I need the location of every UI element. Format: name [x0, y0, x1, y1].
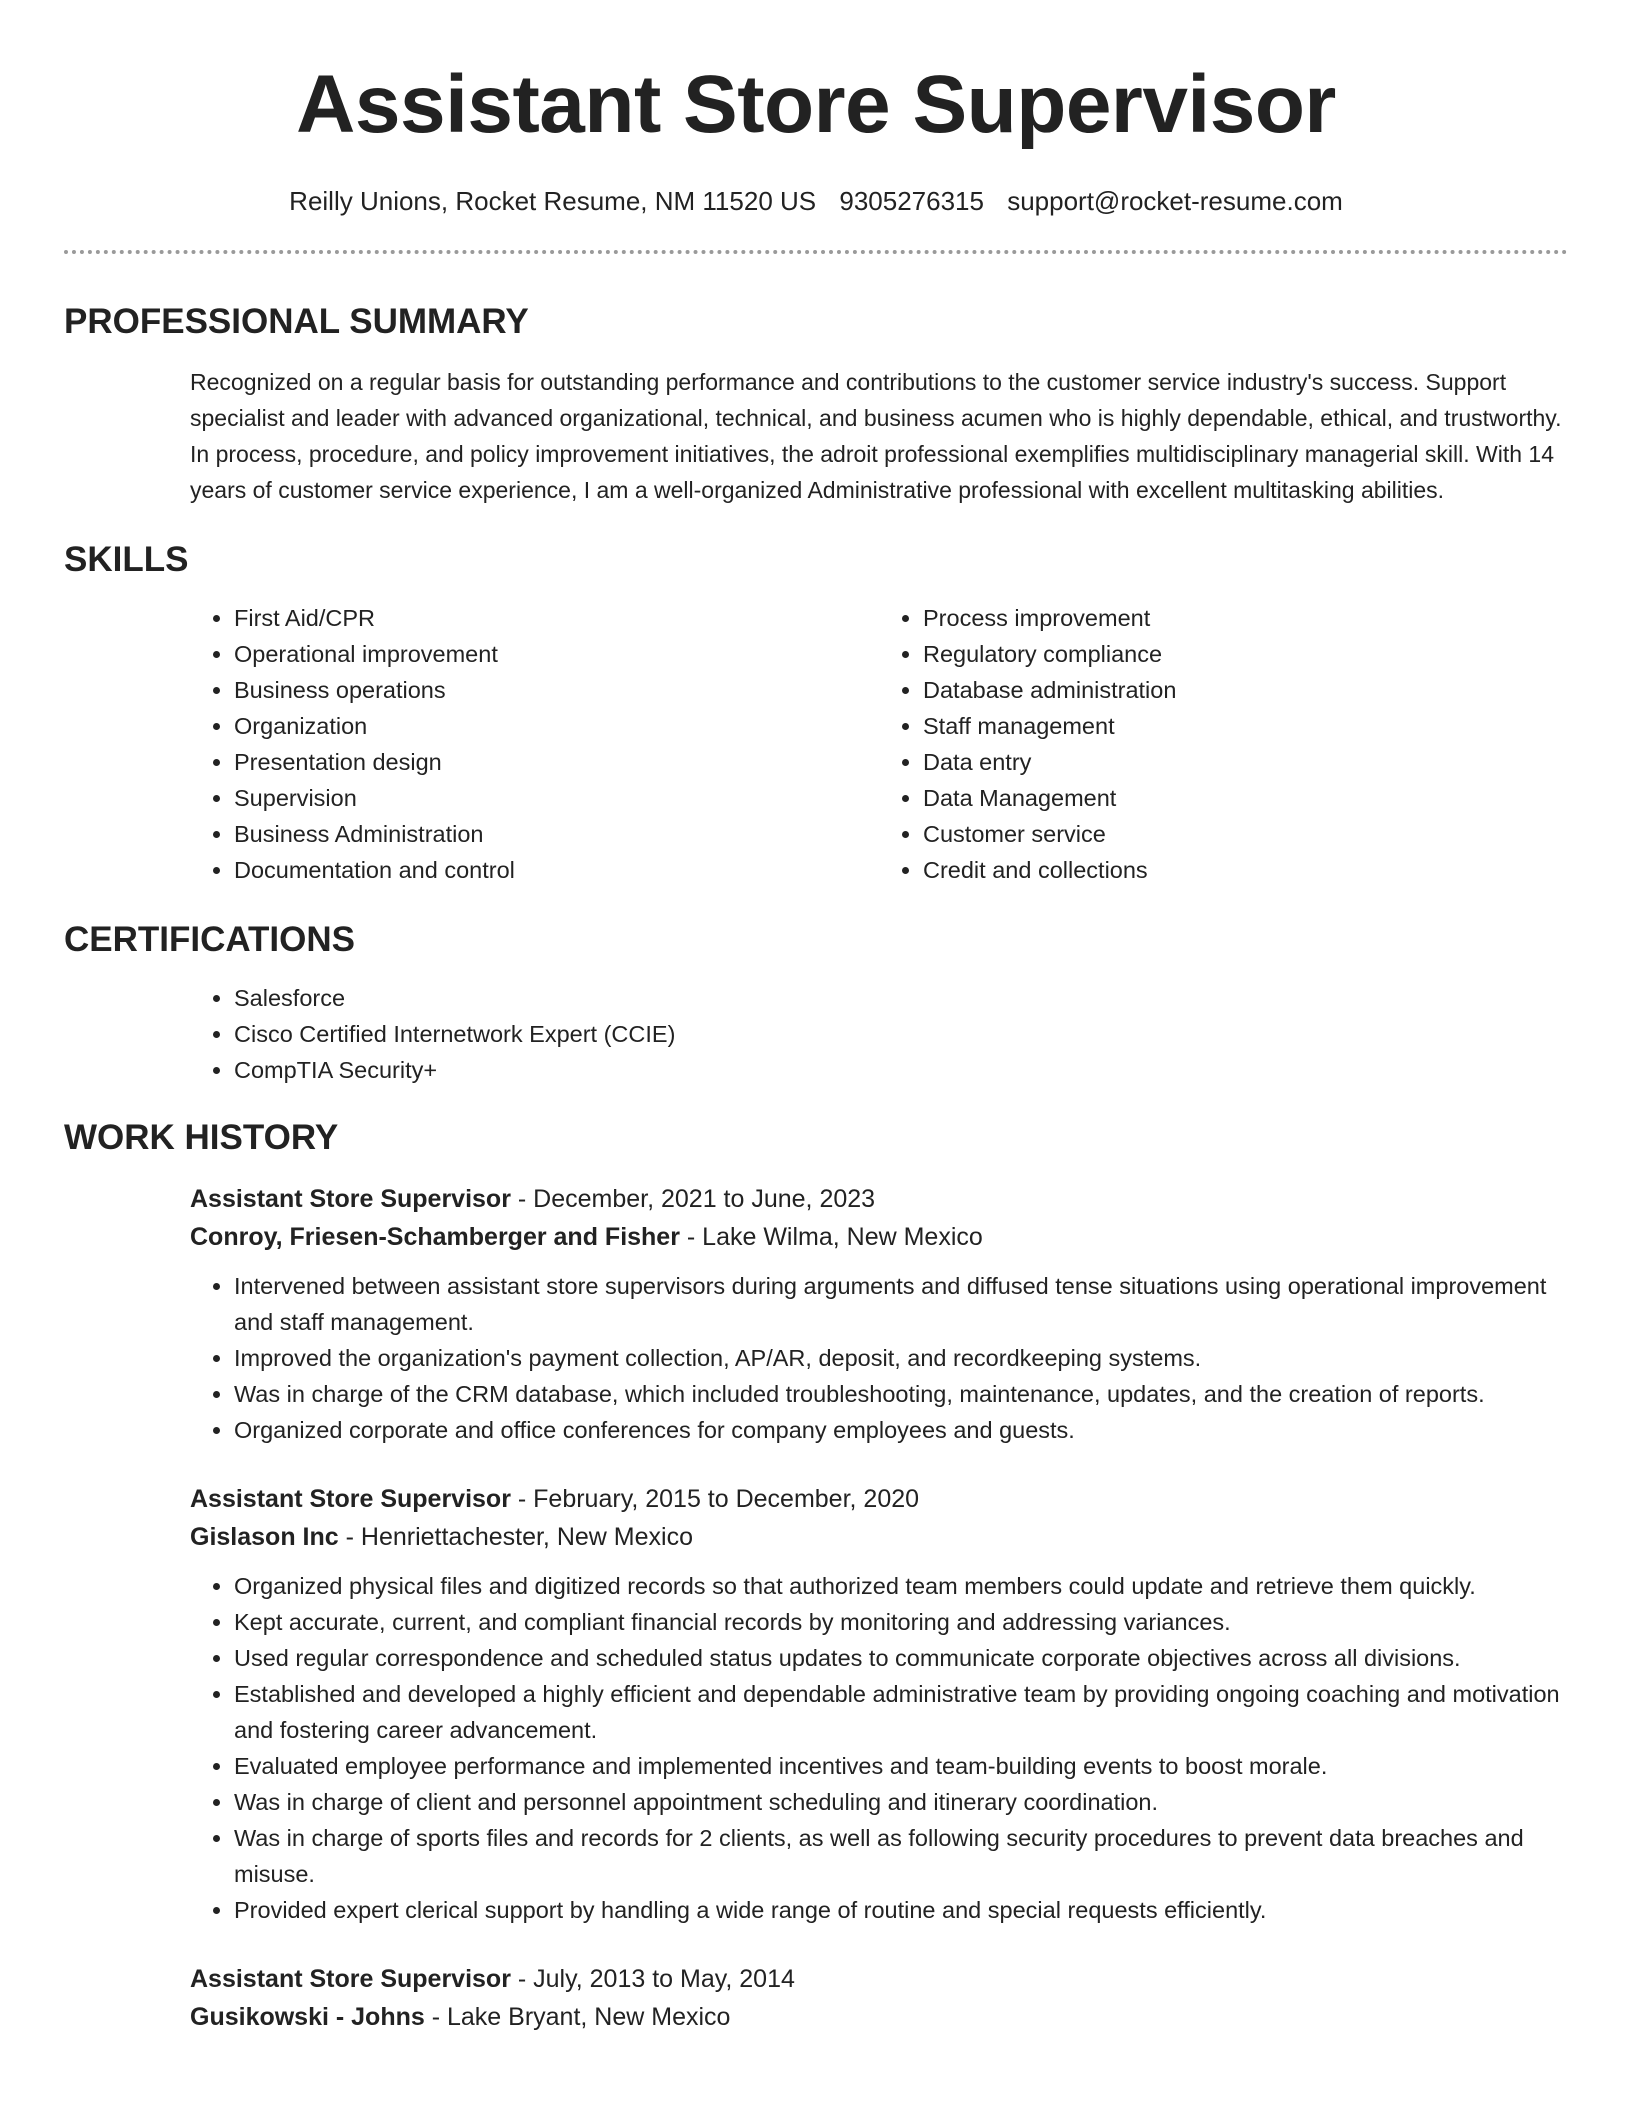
- skill-item: • Credit and collections: [923, 852, 1568, 888]
- job-bullet: • Was in charge of client and personnel appointment scheduling and itinerary coordination.: [234, 1784, 1568, 1820]
- certification-item: • Salesforce: [234, 980, 1568, 1016]
- certifications-heading: CERTIFICATIONS: [64, 920, 356, 959]
- job-company-line: [190, 1218, 1568, 1256]
- summary-text: Recognized on a regular basis for outstanding performance and contributions to the customer service industry's success. Support specialist and leader with advanced organizational, technical, and business acumen who is highly dependable, ethical, and trustworthy. In process, procedure, and policy improvement initiatives, the adroit professional exemplifies multidisciplinary managerial skill. With 14 years of customer service experience, I am a well-organized Administrative professional with excellent multitasking abilities.: [190, 369, 1562, 503]
- job-entry: [190, 1480, 1568, 1928]
- certification-item: • CompTIA Security+: [234, 1052, 1568, 1088]
- skill-item: • Database administration: [923, 672, 1568, 708]
- job-bullet: • Intervened between assistant store supervisors during arguments and diffused tense situations using operational improvement and staff management.: [234, 1268, 1568, 1340]
- skill-item: • Process improvement: [923, 600, 1568, 636]
- job-title: Assistant Store Supervisor: [190, 1485, 511, 1513]
- summary-heading: PROFESSIONAL SUMMARY: [64, 302, 529, 341]
- job-location: - Lake Wilma, New Mexico: [679, 1223, 983, 1251]
- job-entry: [190, 1180, 1568, 1448]
- certifications-section: [64, 920, 1568, 1088]
- skills-heading: SKILLS: [64, 540, 189, 579]
- skill-item: • Data entry: [923, 744, 1568, 780]
- job-bullet: • Organized physical files and digitized records so that authorized team members could update and retrieve them quickly.: [234, 1568, 1568, 1604]
- skill-item: • Supervision: [234, 780, 879, 816]
- job-bullet: • Provided expert clerical support by handling a wide range of routine and special requests efficiently.: [234, 1892, 1568, 1928]
- job-title-line: [190, 1180, 1568, 1218]
- job-company: Conroy, Friesen-Schamberger and Fisher: [190, 1223, 680, 1251]
- job-entry: [190, 1960, 1568, 2036]
- job-bullet: • Kept accurate, current, and compliant financial records by monitoring and addressing variances.: [234, 1604, 1568, 1640]
- contact-address: Reilly Unions, Rocket Resume, NM 11520 US: [289, 186, 817, 216]
- job-company: Gusikowski - Johns: [190, 2003, 425, 2031]
- work-history-heading: WORK HISTORY: [64, 1118, 339, 1157]
- job-company-line: [190, 1518, 1568, 1556]
- skills-section: [64, 540, 1568, 888]
- job-company: Gislason Inc: [190, 1523, 339, 1551]
- skill-item: • Regulatory compliance: [923, 636, 1568, 672]
- job-bullet: • Established and developed a highly efficient and dependable administrative team by providing ongoing coaching and motivation and fostering career advancement.: [234, 1676, 1568, 1748]
- certification-item: • Cisco Certified Internetwork Expert (CCIE): [234, 1016, 1568, 1052]
- job-location: - Lake Bryant, New Mexico: [424, 2003, 731, 2031]
- job-location: - Henriettachester, New Mexico: [338, 1523, 693, 1551]
- skill-item: • Operational improvement: [234, 636, 879, 672]
- skills-grid: [190, 600, 1568, 888]
- header-divider: [64, 250, 1568, 254]
- skill-item: • Documentation and control: [234, 852, 879, 888]
- skill-item: • First Aid/CPR: [234, 600, 879, 636]
- skill-item: • Customer service: [923, 816, 1568, 852]
- skills-list-right: [879, 600, 1568, 888]
- job-bullet: • Was in charge of the CRM database, which included troubleshooting, maintenance, updates, and the creation of reports.: [234, 1376, 1568, 1412]
- job-title: Assistant Store Supervisor: [190, 1965, 511, 1993]
- job-title-line: [190, 1960, 1568, 1998]
- skill-item: • Staff management: [923, 708, 1568, 744]
- skill-item: • Business Administration: [234, 816, 879, 852]
- job-company-line: [190, 1998, 1568, 2036]
- contact-phone: 9305276315: [839, 186, 984, 216]
- contact-line: [64, 186, 1568, 216]
- skill-item: • Data Management: [923, 780, 1568, 816]
- resume-name: Assistant Store Supervisor: [296, 59, 1336, 150]
- job-title: Assistant Store Supervisor: [190, 1185, 511, 1213]
- job-bullet: • Improved the organization's payment collection, AP/AR, deposit, and recordkeeping systems.: [234, 1340, 1568, 1376]
- skills-list-left: [190, 600, 879, 888]
- job-dates: - December, 2021 to June, 2023: [510, 1185, 876, 1213]
- job-bullet: • Organized corporate and office conferences for company employees and guests.: [234, 1412, 1568, 1448]
- job-dates: - July, 2013 to May, 2014: [510, 1965, 795, 1993]
- skill-item: • Organization: [234, 708, 879, 744]
- summary-section: [64, 302, 1568, 508]
- job-bullet: • Used regular correspondence and scheduled status updates to communicate corporate objectives across all divisions.: [234, 1640, 1568, 1676]
- contact-email: support@rocket-resume.com: [1007, 186, 1343, 216]
- job-bullet-list: [190, 1568, 1568, 1928]
- job-title-line: [190, 1480, 1568, 1518]
- work-history-section: [64, 1118, 1568, 2036]
- job-bullet: • Was in charge of sports files and records for 2 clients, as well as following security procedures to prevent data breaches and misuse.: [234, 1820, 1568, 1892]
- skill-item: • Business operations: [234, 672, 879, 708]
- skill-item: • Presentation design: [234, 744, 879, 780]
- job-dates: - February, 2015 to December, 2020: [510, 1485, 920, 1513]
- certifications-list: [190, 980, 1568, 1088]
- job-bullet: • Evaluated employee performance and implemented incentives and team-building events to boost morale.: [234, 1748, 1568, 1784]
- job-bullet-list: [190, 1268, 1568, 1448]
